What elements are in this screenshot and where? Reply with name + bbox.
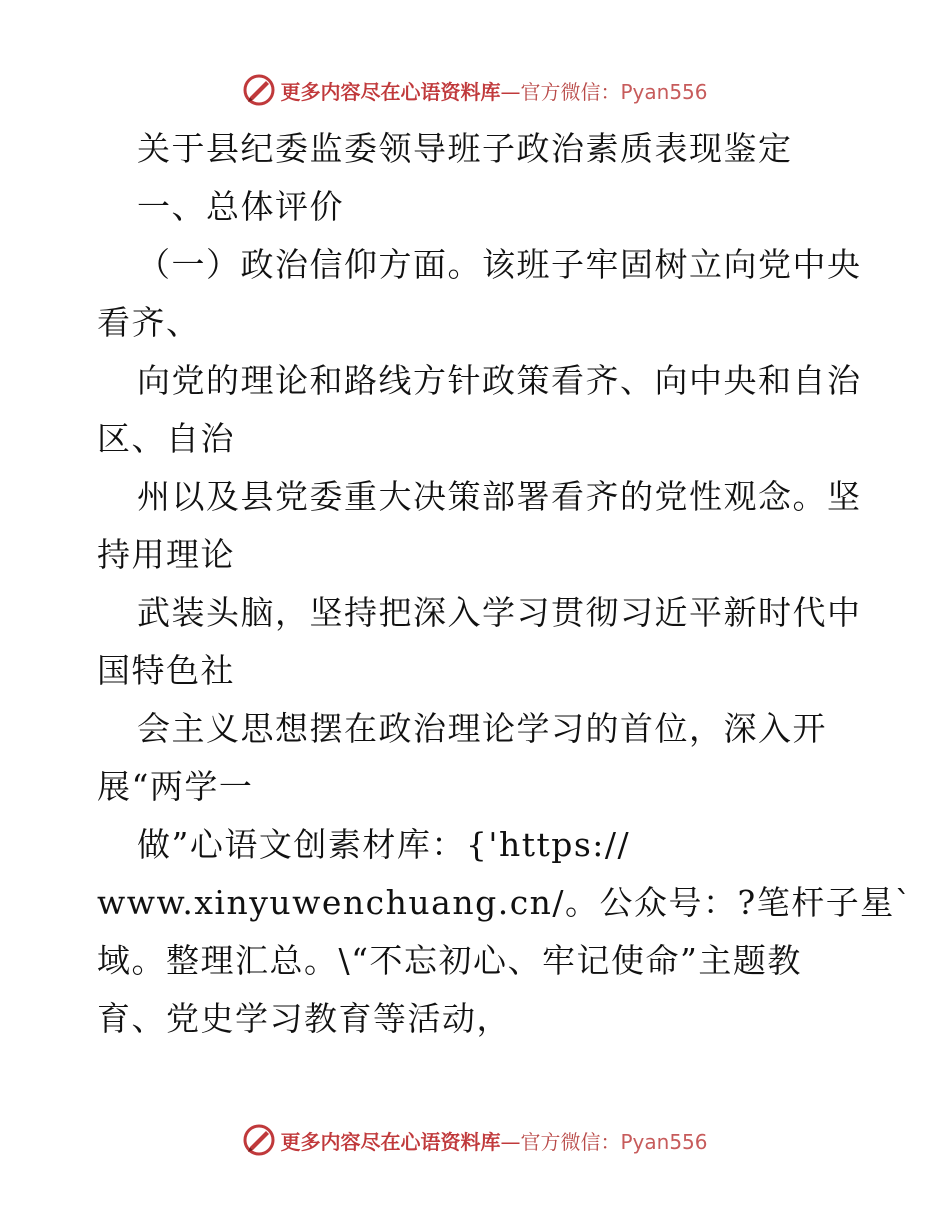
document-line: 区、自治 <box>97 419 235 458</box>
document-line: 关于县纪委监委领导班子政治素质表现鉴定 <box>137 129 793 168</box>
document-line: 一、总体评价 <box>137 187 344 226</box>
document-line: （一）政治信仰方面。该班子牢固树立向党中央 <box>137 245 862 284</box>
watermark-brand: 更多内容尽在心语资料库 <box>280 1129 501 1154</box>
document-line: 持用理论 <box>97 535 235 574</box>
watermark-dash: — <box>500 1129 521 1154</box>
document-line: 向党的理论和路线方针政策看齐、向中央和自治 <box>137 361 862 400</box>
document-line: 武装头脑，坚持把深入学习贯彻习近平新时代中 <box>137 593 862 632</box>
watermark-wechat-id: Pyan556 <box>620 79 708 104</box>
watermark-text <box>280 76 707 105</box>
watermark-dash: — <box>500 79 521 104</box>
pen-circle-logo-icon <box>242 1123 276 1157</box>
document-line: 做”心语文创素材库：{'https:// <box>137 825 631 864</box>
document-line: 看齐、 <box>97 303 201 342</box>
footer-watermark-banner <box>0 1120 950 1160</box>
document-line: 州以及县党委重大决策部署看齐的党性观念。坚 <box>137 477 862 516</box>
document-line: 国特色社 <box>97 651 235 690</box>
watermark-text <box>280 1126 707 1155</box>
watermark-wechat-id: Pyan556 <box>620 1129 708 1154</box>
header-watermark-banner <box>0 70 950 110</box>
watermark-brand: 更多内容尽在心语资料库 <box>280 79 501 104</box>
document-line: 育、党史学习教育等活动， <box>97 999 511 1038</box>
pen-circle-logo-icon <box>242 73 276 107</box>
watermark-official-label: 官方微信： <box>520 1129 621 1154</box>
document-line: www.xinyuwenchuang.cn/。公众号：?笔杆子星` <box>97 883 913 922</box>
watermark-official-label: 官方微信： <box>520 79 621 104</box>
document-line: 域。整理汇总。\“不忘初心、牢记使命”主题教 <box>97 941 802 980</box>
document-line: 展“两学一 <box>97 767 254 806</box>
document-body <box>97 120 913 1048</box>
document-line: 会主义思想摆在政治理论学习的首位，深入开 <box>137 709 827 748</box>
